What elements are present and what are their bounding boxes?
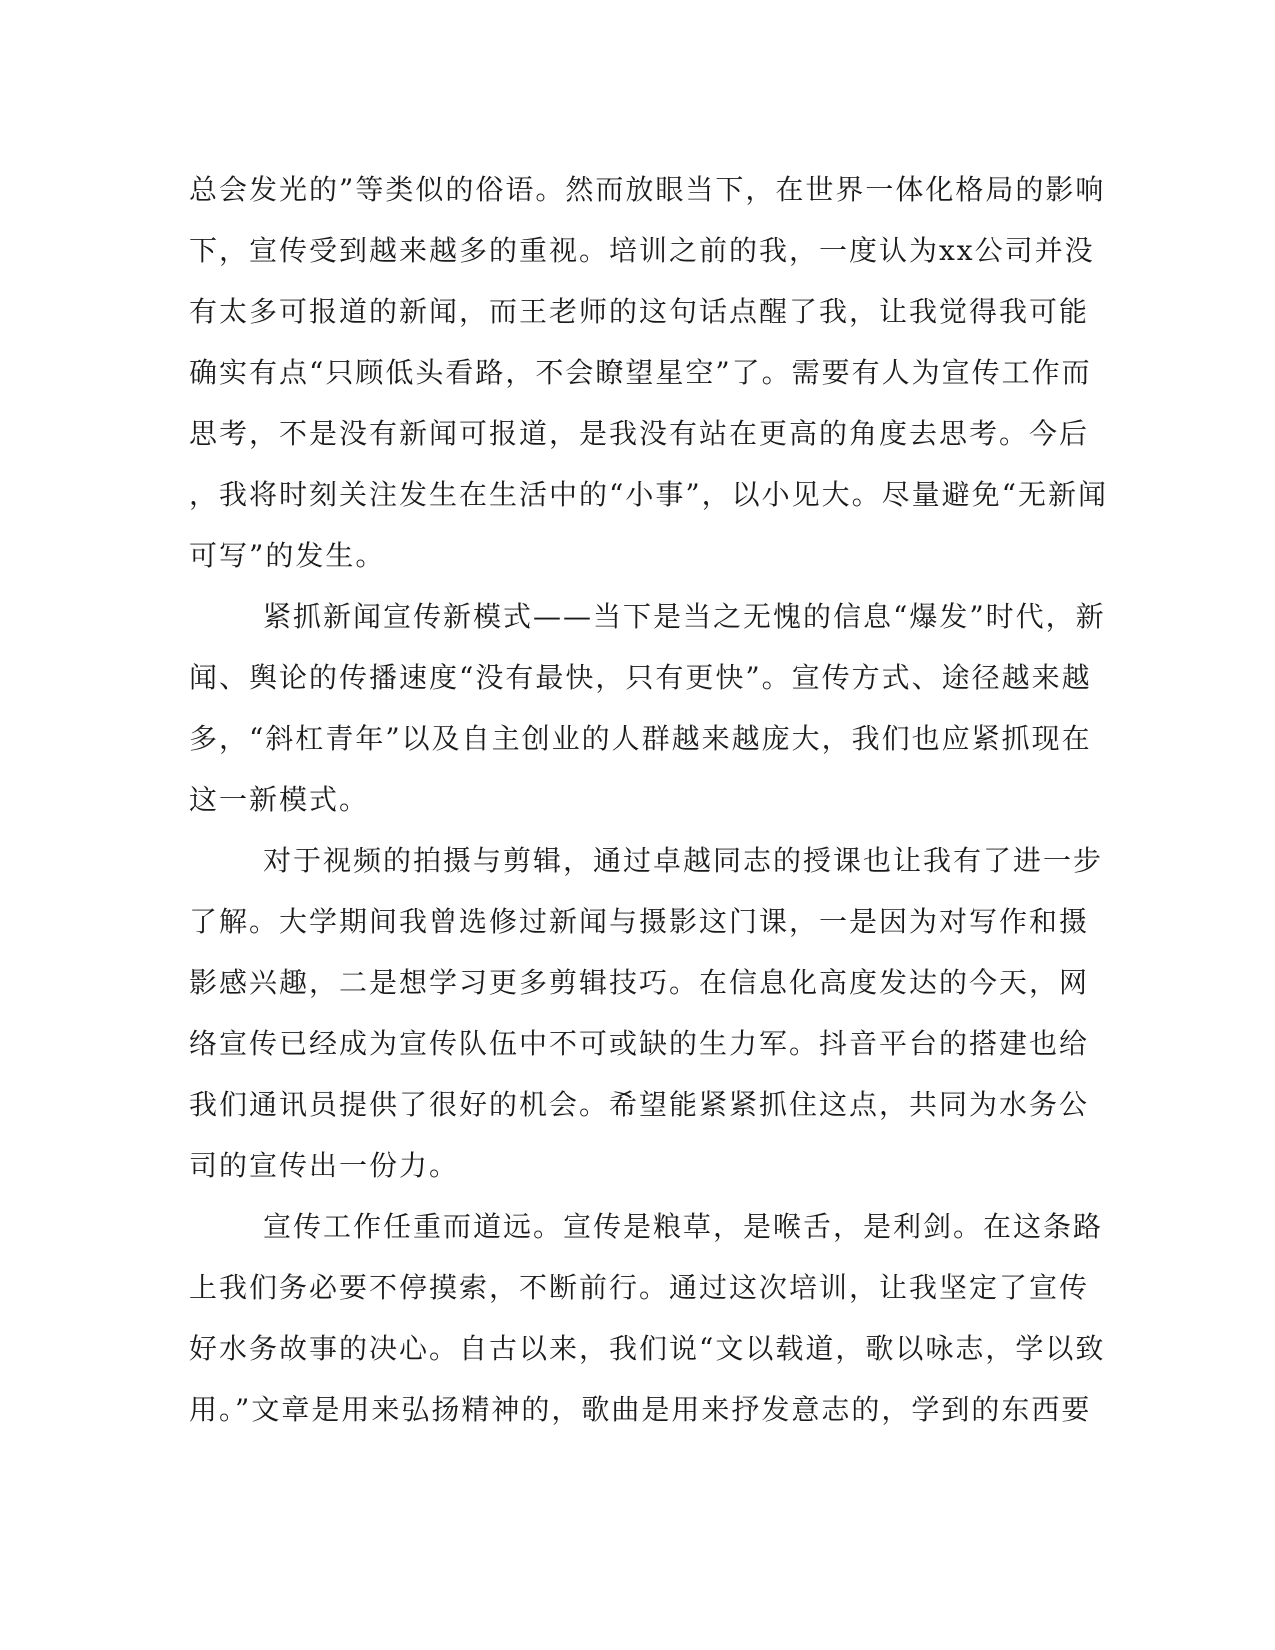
text-line: 影感兴趣，二是想学习更多剪辑技巧。在信息化高度发达的今天，网 xyxy=(189,966,1090,999)
text-line: 可写”的发生。 xyxy=(189,539,386,572)
document-body xyxy=(189,159,1108,1440)
paragraph-start-line: 紧抓新闻宣传新模式——当下是当之无愧的信息“爆发”时代，新 xyxy=(263,600,1106,633)
text-line: 我们通讯员提供了很好的机会。希望能紧紧抓住这点，共同为水务公 xyxy=(189,1088,1090,1121)
text-line: 上我们务必要不停摸索，不断前行。通过这次培训，让我坚定了宣传 xyxy=(189,1271,1090,1304)
text-line: 络宣传已经成为宣传队伍中不可或缺的生力军。抖音平台的搭建也给 xyxy=(189,1027,1090,1060)
text-line: 用。”文章是用来弘扬精神的，歌曲是用来抒发意志的，学到的东西要 xyxy=(189,1393,1092,1426)
text-line: 了解。大学期间我曾选修过新闻与摄影这门课，一是因为对写作和摄 xyxy=(189,905,1090,938)
paragraph-start-line: 宣传工作任重而道远。宣传是粮草，是喉舌，是利剑。在这条路 xyxy=(263,1210,1104,1243)
text-line: 好水务故事的决心。自古以来，我们说“文以载道，歌以咏志，学以致 xyxy=(189,1332,1106,1365)
text-line: 确实有点“只顾低头看路，不会瞭望星空”了。需要有人为宣传工作而 xyxy=(189,356,1092,389)
text-line: 有太多可报道的新闻，而王老师的这句话点醒了我，让我觉得我可能 xyxy=(189,295,1090,328)
text-line: 思考，不是没有新闻可报道，是我没有站在更高的角度去思考。今后 xyxy=(189,417,1090,450)
text-line: 下，宣传受到越来越多的重视。培训之前的我，一度认为xx公司并没 xyxy=(189,234,1095,267)
text-line: ，我将时刻关注发生在生活中的“小事”，以小见大。尽量避免“无新闻 xyxy=(189,478,1108,511)
text-line: 这一新模式。 xyxy=(189,783,370,816)
text-line: 总会发光的”等类似的俗语。然而放眼当下，在世界一体化格局的影响 xyxy=(189,173,1106,206)
text-line: 闻、舆论的传播速度“没有最快，只有更快”。宣传方式、途径越来越 xyxy=(189,661,1092,694)
text-line: 多，“斜杠青年”以及自主创业的人群越来越庞大，我们也应紧抓现在 xyxy=(189,722,1092,755)
paragraph-start-line: 对于视频的拍摄与剪辑，通过卓越同志的授课也让我有了进一步 xyxy=(263,844,1104,877)
text-line: 司的宣传出一份力。 xyxy=(189,1149,460,1182)
